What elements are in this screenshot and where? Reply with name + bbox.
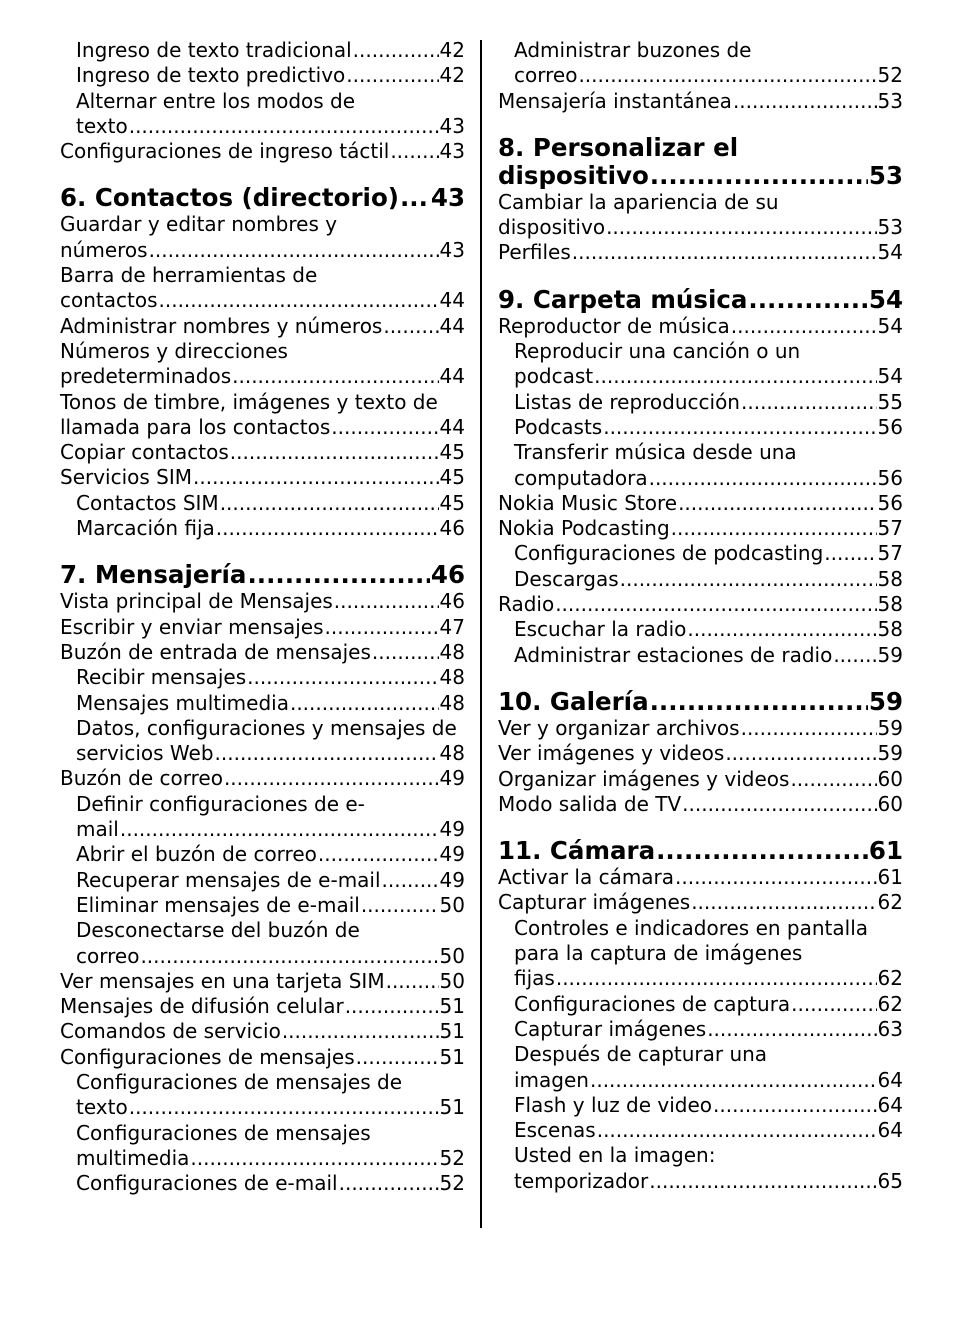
toc-entry[interactable] [60, 615, 465, 640]
entry-title: números [60, 237, 148, 262]
page-number: 49 [439, 867, 465, 892]
chapter-title-line: 8. Personalizar el [498, 132, 739, 162]
dot-leader [383, 314, 438, 339]
page-number: 62 [877, 890, 903, 915]
dot-leader [331, 415, 438, 440]
dot-leader [190, 1146, 438, 1171]
page-number: 45 [439, 490, 465, 515]
dot-leader [345, 994, 439, 1019]
page-number: 53 [877, 88, 903, 113]
page-number: 61 [877, 865, 903, 890]
toc-chapter-heading[interactable] [498, 286, 903, 314]
dot-leader [682, 792, 876, 817]
dot-leader [731, 314, 877, 339]
entry-title-line: Tonos de timbre, imágenes y texto de [60, 389, 438, 414]
page-number: 59 [877, 715, 903, 740]
toc-entry[interactable] [498, 992, 903, 1017]
entry-title: Configuraciones de podcasting [514, 541, 824, 566]
toc-entry[interactable] [498, 1042, 903, 1093]
page-number: 63 [877, 1016, 903, 1041]
page-number: 46 [439, 516, 465, 541]
entry-title: Reproductor de música [498, 313, 730, 338]
entry-title: Buzón de correo [60, 766, 223, 791]
entry-title: Listas de reproducción [514, 389, 740, 414]
toc-entry[interactable] [60, 390, 465, 441]
dot-leader [824, 541, 876, 566]
entry-title-line: Definir configuraciones de e- [76, 791, 365, 816]
toc-entry[interactable] [498, 339, 903, 390]
page-number: 65 [877, 1168, 903, 1193]
entry-title: Configuraciones de captura [514, 991, 791, 1016]
dot-leader [159, 288, 439, 313]
dot-leader [215, 741, 439, 766]
toc-entry[interactable] [60, 516, 465, 541]
dot-leader [620, 567, 877, 592]
toc-entry[interactable] [498, 890, 903, 915]
entry-title: Ver mensajes en una tarjeta SIM [60, 968, 385, 993]
dot-leader [733, 89, 877, 114]
toc-entry[interactable] [60, 491, 465, 516]
entry-title-line: Transferir música desde una [514, 440, 797, 465]
page-number: 52 [439, 1171, 465, 1196]
dot-leader [247, 561, 429, 589]
dot-leader [149, 238, 439, 263]
page-number: 52 [877, 63, 903, 88]
entry-title: temporizador [514, 1168, 649, 1193]
dot-leader [556, 966, 877, 991]
entry-title-line: Guardar y editar nombres y [60, 212, 338, 237]
dot-leader [386, 969, 439, 994]
page-number: 51 [439, 1095, 465, 1120]
dot-leader [339, 1171, 439, 1196]
page-number: 59 [877, 741, 903, 766]
toc-left-column [60, 38, 465, 1196]
toc-entry[interactable] [60, 1045, 465, 1070]
entry-title-line: Administrar buzones de [514, 38, 752, 62]
toc-entry[interactable] [60, 691, 465, 716]
toc-entry[interactable] [60, 918, 465, 969]
page-number: 58 [877, 566, 903, 591]
dot-leader [230, 440, 439, 465]
page-number: 59 [868, 686, 903, 716]
toc-chapter-heading[interactable] [498, 134, 903, 190]
entry-title: Ingreso de texto predictivo [76, 63, 346, 88]
entry-title: Marcación fija [76, 516, 215, 541]
entry-title: Abrir el buzón de correo [76, 842, 317, 867]
entry-title: Mensajes de difusión celular [60, 994, 344, 1019]
dot-leader [382, 868, 439, 893]
entry-title: correo [514, 63, 578, 88]
entry-title: Descargas [514, 566, 619, 591]
entry-title: Podcasts [514, 414, 603, 439]
entry-title: predeterminados [60, 364, 232, 389]
page-number: 57 [877, 541, 903, 566]
toc-entry[interactable] [60, 640, 465, 665]
page-number: 44 [439, 364, 465, 389]
dot-leader [353, 38, 439, 63]
entry-title-line: Configuraciones de mensajes [76, 1120, 371, 1145]
entry-title: Ver y organizar archivos [498, 715, 740, 740]
dot-leader [713, 1093, 877, 1118]
toc-entry[interactable] [60, 994, 465, 1019]
dot-leader [650, 162, 868, 190]
page-number: 50 [439, 892, 465, 917]
dot-leader [590, 1068, 877, 1093]
page-number: 60 [877, 766, 903, 791]
toc-entry[interactable] [60, 89, 465, 140]
page-number: 43 [439, 113, 465, 138]
toc-entry[interactable] [60, 465, 465, 490]
toc-entry[interactable] [498, 1093, 903, 1118]
dot-leader [687, 617, 876, 642]
toc-entry[interactable] [498, 617, 903, 642]
dot-leader [224, 766, 439, 791]
dot-leader [691, 890, 876, 915]
page-number: 53 [877, 215, 903, 240]
dot-leader [325, 615, 439, 640]
page-number: 57 [877, 516, 903, 541]
toc-entry[interactable] [60, 440, 465, 465]
page-number: 44 [439, 288, 465, 313]
toc-entry[interactable] [60, 893, 465, 918]
dot-leader [572, 240, 877, 265]
toc-entry[interactable] [60, 766, 465, 791]
dot-leader [656, 837, 868, 865]
entry-title: Mensajes multimedia [76, 690, 289, 715]
entry-title: correo [76, 943, 140, 968]
dot-leader [741, 716, 877, 741]
entry-title: Escuchar la radio [514, 617, 687, 642]
page-number: 48 [439, 639, 465, 664]
entry-title: Recibir mensajes [76, 665, 247, 690]
chapter-title: 11. Cámara [498, 836, 656, 866]
entry-title-line: Usted en la imagen: [514, 1143, 716, 1168]
toc-chapter-heading[interactable] [60, 184, 465, 212]
dot-leader [603, 415, 876, 440]
entry-title-line: Números y direcciones [60, 338, 288, 363]
page-number: 56 [877, 465, 903, 490]
entry-title: Escenas [514, 1118, 596, 1143]
page-number: 45 [439, 465, 465, 490]
entry-title: Buzón de entrada de mensajes [60, 639, 371, 664]
entry-title: mail [76, 817, 119, 842]
toc-entry[interactable] [498, 38, 903, 89]
dot-leader [594, 364, 876, 389]
chapter-title: 7. Mensajería [60, 560, 247, 590]
entry-title-line: Configuraciones de mensajes de [76, 1069, 403, 1094]
entry-title: llamada para los contactos [60, 414, 331, 439]
entry-title-line: Después de capturar una [514, 1042, 768, 1067]
page-number: 54 [877, 240, 903, 265]
entry-title: Radio [498, 592, 555, 617]
toc-entry[interactable] [60, 842, 465, 867]
toc-entry[interactable] [498, 516, 903, 541]
dot-leader [649, 466, 877, 491]
entry-title: Administrar estaciones de radio [514, 642, 833, 667]
toc-entry[interactable] [60, 1070, 465, 1121]
entry-title: servicios Web [76, 741, 214, 766]
entry-title: Recuperar mensajes de e-mail [76, 867, 381, 892]
toc-entry[interactable] [60, 969, 465, 994]
entry-title: Capturar imágenes [514, 1016, 707, 1041]
page-number: 61 [868, 836, 903, 866]
dot-leader [232, 364, 438, 389]
page-number: 51 [439, 1019, 465, 1044]
toc-entry[interactable] [498, 567, 903, 592]
page-number: 49 [439, 842, 465, 867]
chapter-title: 6. Contactos (directorio) [60, 183, 399, 213]
entry-title: Capturar imágenes [498, 890, 691, 915]
toc-entry[interactable] [498, 592, 903, 617]
page-number: 54 [877, 313, 903, 338]
page-number: 43 [439, 237, 465, 262]
page-number: 42 [439, 38, 465, 62]
toc-entry[interactable] [60, 212, 465, 263]
dot-leader [120, 817, 439, 842]
toc-entry[interactable] [498, 767, 903, 792]
dot-leader [216, 516, 439, 541]
entry-title: Comandos de servicio [60, 1019, 281, 1044]
page-number: 48 [439, 665, 465, 690]
toc-entry[interactable] [498, 716, 903, 741]
toc-entry[interactable] [498, 741, 903, 766]
toc-entry[interactable] [60, 139, 465, 164]
page-number: 50 [439, 943, 465, 968]
entry-title: Flash y luz de video [514, 1092, 713, 1117]
page-number: 55 [877, 389, 903, 414]
dot-leader [334, 589, 439, 614]
entry-title: Escribir y enviar mensajes [60, 614, 324, 639]
dot-leader [372, 640, 439, 665]
page-number: 64 [877, 1092, 903, 1117]
page-number: 54 [868, 284, 903, 314]
entry-title: Administrar nombres y números [60, 313, 383, 338]
page-number: 64 [877, 1118, 903, 1143]
toc-entry[interactable] [498, 792, 903, 817]
page-number: 47 [439, 614, 465, 639]
dot-leader [290, 691, 439, 716]
page-number: 62 [877, 966, 903, 991]
dot-leader [356, 1045, 439, 1070]
dot-leader [833, 643, 876, 668]
entry-title: Ingreso de texto tradicional [76, 38, 352, 62]
dot-leader [361, 893, 439, 918]
toc-entry[interactable] [498, 190, 903, 241]
toc-entry[interactable] [498, 1017, 903, 1042]
toc-entry[interactable] [60, 314, 465, 339]
toc-chapter-heading[interactable] [60, 561, 465, 589]
toc-entry[interactable] [60, 1121, 465, 1172]
dot-leader [675, 865, 877, 890]
column-divider [480, 40, 482, 1228]
toc-entry[interactable] [60, 1171, 465, 1196]
entry-title-line: para la captura de imágenes [514, 941, 803, 966]
toc-chapter-heading[interactable] [498, 688, 903, 716]
page-number: 49 [439, 817, 465, 842]
page-number: 62 [877, 991, 903, 1016]
entry-title: Copiar contactos [60, 440, 229, 465]
page-number: 59 [877, 642, 903, 667]
page-number: 56 [877, 414, 903, 439]
dot-leader [400, 184, 430, 212]
dot-leader [282, 1019, 439, 1044]
entry-title: Nokia Podcasting [498, 516, 670, 541]
page-number: 60 [877, 791, 903, 816]
page-number: 48 [439, 690, 465, 715]
page-number: 43 [430, 183, 465, 213]
toc-entry[interactable] [60, 868, 465, 893]
page-number: 58 [877, 617, 903, 642]
entry-title-line: Cambiar la apariencia de su [498, 189, 779, 214]
page-number: 46 [439, 589, 465, 614]
chapter-title: 9. Carpeta música [498, 284, 748, 314]
toc-entry[interactable] [498, 314, 903, 339]
entry-title: imagen [514, 1067, 589, 1092]
toc-entry[interactable] [498, 916, 903, 992]
entry-title: podcast [514, 364, 594, 389]
page-number: 56 [877, 490, 903, 515]
dot-leader [725, 741, 876, 766]
toc-entry[interactable] [498, 240, 903, 265]
page-number: 43 [439, 139, 465, 164]
entry-title: multimedia [76, 1145, 190, 1170]
dot-leader [346, 63, 438, 88]
entry-title-line: Desconectarse del buzón de [76, 918, 360, 943]
toc-entry[interactable] [60, 339, 465, 390]
page-number: 44 [439, 313, 465, 338]
entry-title: Configuraciones de e-mail [76, 1171, 338, 1196]
toc-entry[interactable] [498, 440, 903, 491]
page-number: 44 [439, 414, 465, 439]
dot-leader [597, 1118, 877, 1143]
page-number: 45 [439, 440, 465, 465]
page-number: 49 [439, 766, 465, 791]
entry-title: Contactos SIM [76, 490, 219, 515]
entry-title: texto [76, 113, 128, 138]
toc-entry[interactable] [60, 263, 465, 314]
chapter-title: 10. Galería [498, 686, 649, 716]
dot-leader [220, 491, 439, 516]
page-number: 51 [439, 994, 465, 1019]
toc-entry[interactable] [60, 792, 465, 843]
dot-leader [193, 465, 439, 490]
dot-leader [247, 665, 438, 690]
entry-title: Perfiles [498, 240, 571, 265]
page-number: 58 [877, 592, 903, 617]
page-number: 54 [877, 364, 903, 389]
toc-entry[interactable] [60, 63, 465, 88]
page-number: 52 [439, 1145, 465, 1170]
dot-leader [791, 992, 876, 1017]
dot-leader [790, 767, 876, 792]
page-number: 53 [868, 160, 903, 190]
page-number: 50 [439, 968, 465, 993]
toc-entry[interactable] [498, 89, 903, 114]
toc-entry[interactable] [60, 38, 465, 63]
toc-entry[interactable] [498, 1143, 903, 1194]
page-number: 42 [439, 63, 465, 88]
entry-title: Vista principal de Mensajes [60, 589, 333, 614]
dot-leader [748, 286, 867, 314]
toc-entry[interactable] [60, 1019, 465, 1044]
entry-title: texto [76, 1095, 128, 1120]
toc-entry[interactable] [498, 415, 903, 440]
chapter-title: dispositivo [498, 160, 649, 190]
dot-leader [678, 491, 876, 516]
dot-leader [390, 139, 438, 164]
toc-entry[interactable] [60, 716, 465, 767]
entry-title-line: Controles e indicadores en pantalla [514, 915, 869, 940]
entry-title: Modo salida de TV [498, 791, 682, 816]
toc-entry[interactable] [498, 541, 903, 566]
entry-title: computadora [514, 465, 648, 490]
entry-title: Nokia Music Store [498, 490, 678, 515]
dot-leader [578, 63, 876, 88]
entry-title: Eliminar mensajes de e-mail [76, 892, 360, 917]
page-number: 46 [430, 560, 465, 590]
entry-title: Configuraciones de ingreso táctil [60, 139, 390, 164]
entry-title-line: Reproducir una canción o un [514, 339, 801, 364]
dot-leader [606, 215, 876, 240]
page-number: 51 [439, 1044, 465, 1069]
entry-title: contactos [60, 288, 158, 313]
toc-right-column [498, 38, 903, 1194]
entry-title: Organizar imágenes y videos [498, 766, 790, 791]
toc-entry[interactable] [498, 1118, 903, 1143]
entry-title: fijas [514, 966, 555, 991]
dot-leader [649, 1169, 876, 1194]
dot-leader [741, 390, 877, 415]
entry-title-line: Datos, configuraciones y mensajes de [76, 715, 457, 740]
dot-leader [129, 114, 439, 139]
toc-chapter-heading[interactable] [498, 837, 903, 865]
entry-title: Configuraciones de mensajes [60, 1044, 355, 1069]
dot-leader [555, 592, 876, 617]
entry-title: Servicios SIM [60, 465, 193, 490]
page-number: 48 [439, 741, 465, 766]
entry-title: dispositivo [498, 215, 606, 240]
page-number: 64 [877, 1067, 903, 1092]
entry-title: Activar la cámara [498, 865, 675, 890]
dot-leader [129, 1095, 439, 1120]
dot-leader [650, 688, 868, 716]
dot-leader [671, 516, 877, 541]
entry-title: Ver imágenes y videos [498, 741, 725, 766]
toc-entry[interactable] [60, 589, 465, 614]
dot-leader [140, 944, 438, 969]
dot-leader [318, 842, 439, 867]
dot-leader [707, 1017, 876, 1042]
toc-entry[interactable] [498, 390, 903, 415]
toc-entry[interactable] [498, 491, 903, 516]
toc-entry[interactable] [498, 643, 903, 668]
entry-title-line: Alternar entre los modos de [76, 88, 356, 113]
entry-title: Mensajería instantánea [498, 88, 732, 113]
toc-entry[interactable] [498, 865, 903, 890]
toc-entry[interactable] [60, 665, 465, 690]
entry-title-line: Barra de herramientas de [60, 263, 318, 288]
